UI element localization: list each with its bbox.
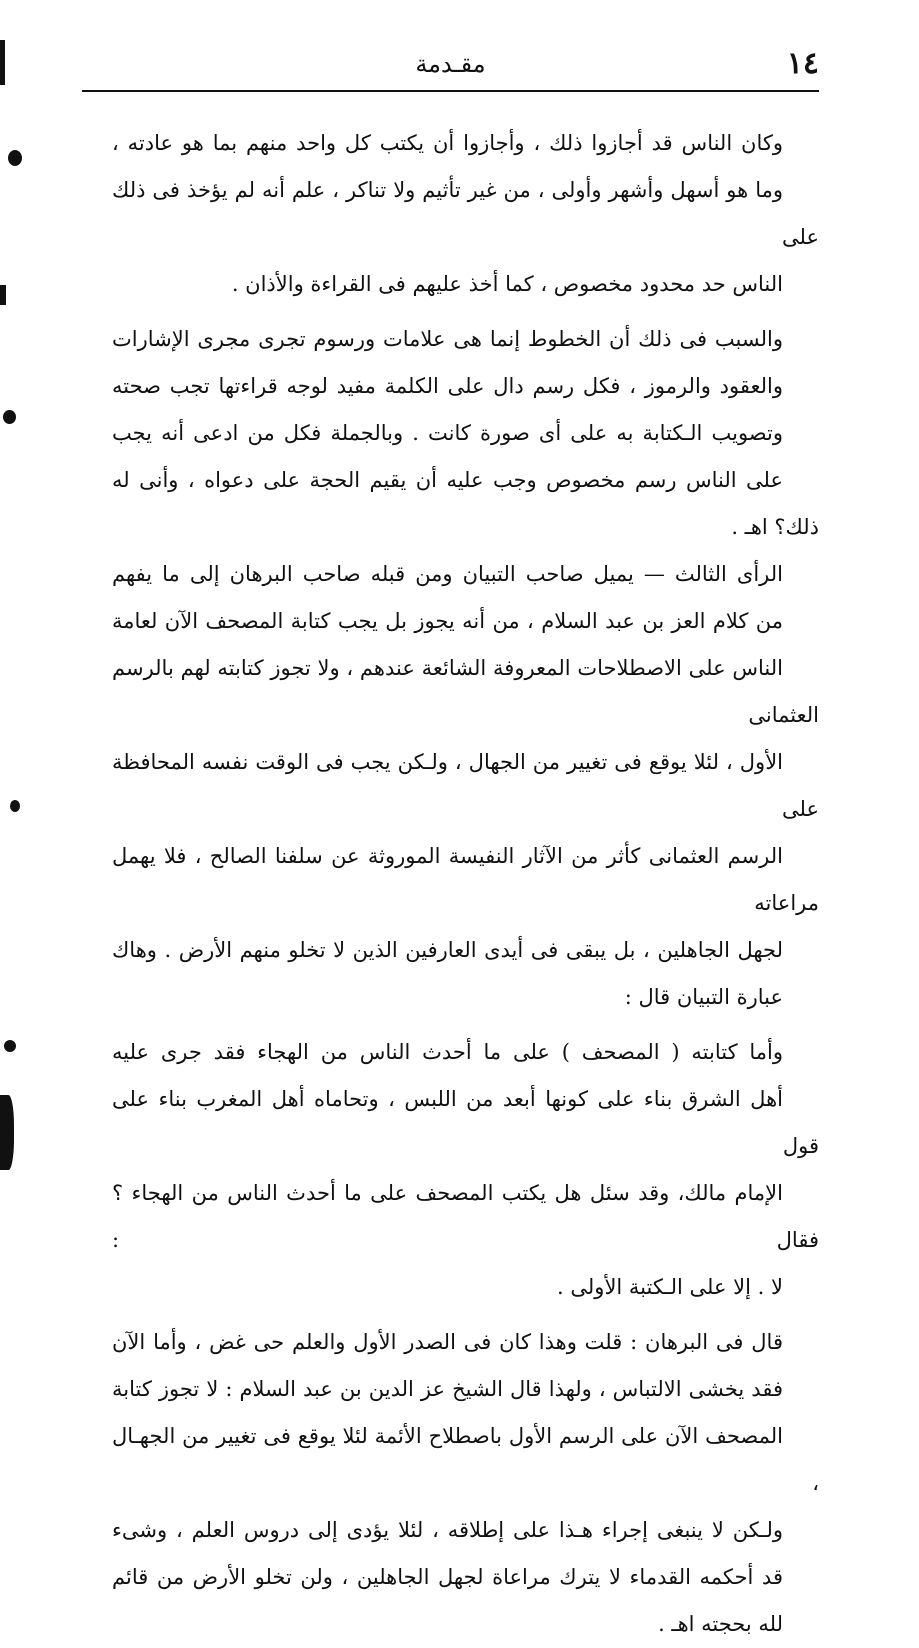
scan-edge-mark (0, 40, 5, 85)
text-line: المصحف الآن على الرسم الأول باصطلاح الأئمة لئلا يوقع فى تغيير من الجهـال ، (112, 1424, 819, 1495)
text-line: لا . إلا على الـكتبة الأولى . (557, 1275, 783, 1299)
paragraph (112, 120, 819, 308)
text-line: الرأى الثالث — يميل صاحب التبيان ومن قبله صاحب البرهان إلى ما يفهم (112, 562, 783, 586)
text-line: والعقود والرموز ، فكل رسم دال على الكلمة مفيد لوجه قراءتها تجب صحته (112, 374, 783, 398)
paragraph (112, 1319, 819, 1648)
text-line: وتصويب الـكتابة به على أى صورة كانت . وبالجملة فكل من ادعى أنه يجب (112, 421, 783, 445)
page-number: ١٤ (786, 46, 819, 81)
text-line: ولـكن لا ينبغى إجراء هـذا على إطلاقه ، لئلا يؤدى إلى دروس العلم ، وشىء (112, 1518, 783, 1542)
scan-edge-mark (0, 285, 6, 305)
text-line: الرسم العثمانى كأثر من الآثار النفيسة الموروثة عن سلفنا الصالح ، فلا يهمل مراعاته (112, 844, 819, 915)
paragraph (112, 551, 819, 1021)
text-line: الإمام مالك، وقد سئل هل يكتب المصحف على ما أحدث الناس من الهجاء ؟ فقال : (112, 1181, 819, 1252)
text-line: من كلام العز بن عبد السلام ، من أنه يجوز بل يجب كتابة المصحف الآن لعامة (112, 609, 783, 633)
ink-speck (10, 800, 20, 812)
text-line: فقد يخشى الالتباس ، ولهذا قال الشيخ عز الدين بن عبد السلام : لا تجوز كتابة (112, 1377, 783, 1401)
page-body (112, 120, 819, 1648)
paragraph (112, 316, 819, 551)
ink-speck (4, 1040, 16, 1052)
text-line: وما هو أسهل وأشهر وأولى ، من غير تأثيم ولا تناكر ، علم أنه لم يؤخذ فى ذلك على (112, 178, 819, 249)
text-line: وأما كتابته ( المصحف ) على ما أحدث الناس من الهجاء فقد جرى عليه (112, 1040, 783, 1064)
text-line: والسبب فى ذلك أن الخطوط إنما هى علامات ورسوم تجرى مجرى الإشارات (112, 327, 783, 351)
text-line: لله بحجته اهـ . (658, 1612, 783, 1636)
text-line: الناس على الاصطلاحات المعروفة الشائعة عندهم ، ولا تجوز كتابته لهم بالرسم العثمانى (112, 656, 819, 727)
text-line: لجهل الجاهلين ، بل يبقى فى أيدى العارفين الذين لا تخلو منهم الأرض . وهاك (112, 938, 783, 962)
ink-speck (3, 410, 16, 424)
ink-speck (8, 150, 22, 166)
text-line: عبارة التبيان قال : (624, 985, 783, 1009)
text-line: وكان الناس قد أجازوا ذلك ، وأجازوا أن يكتب كل واحد منهم بما هو عادته ، (112, 131, 783, 155)
text-line: قد أحكمه القدماء لا يترك مراعاة لجهل الجاهلين ، ولن تخلو الأرض من قائم (112, 1565, 783, 1589)
text-line: أهل الشرق بناء على كونها أبعد من اللبس ، وتحاماه أهل المغرب بناء على قول (112, 1087, 819, 1158)
paragraph (112, 1029, 819, 1311)
text-line: قال فى البرهان : قلت وهذا كان فى الصدر الأول والعلم حى غض ، وأما الآن (112, 1330, 783, 1354)
text-line: الأول ، لئلا يوقع فى تغيير من الجهال ، ولـكن يجب فى الوقت نفسه المحافظة على (112, 750, 819, 821)
scan-edge-mark (0, 1095, 14, 1170)
text-line: على الناس رسم مخصوص وجب عليه أن يقيم الحجة على دعواه ، وأنى له ذلك؟ اهـ . (112, 468, 819, 539)
page-header (82, 40, 819, 92)
running-title: مقـدمة (415, 50, 486, 78)
text-line: الناس حد محدود مخصوص ، كما أخذ عليهم فى القراءة والأذان . (231, 272, 783, 296)
